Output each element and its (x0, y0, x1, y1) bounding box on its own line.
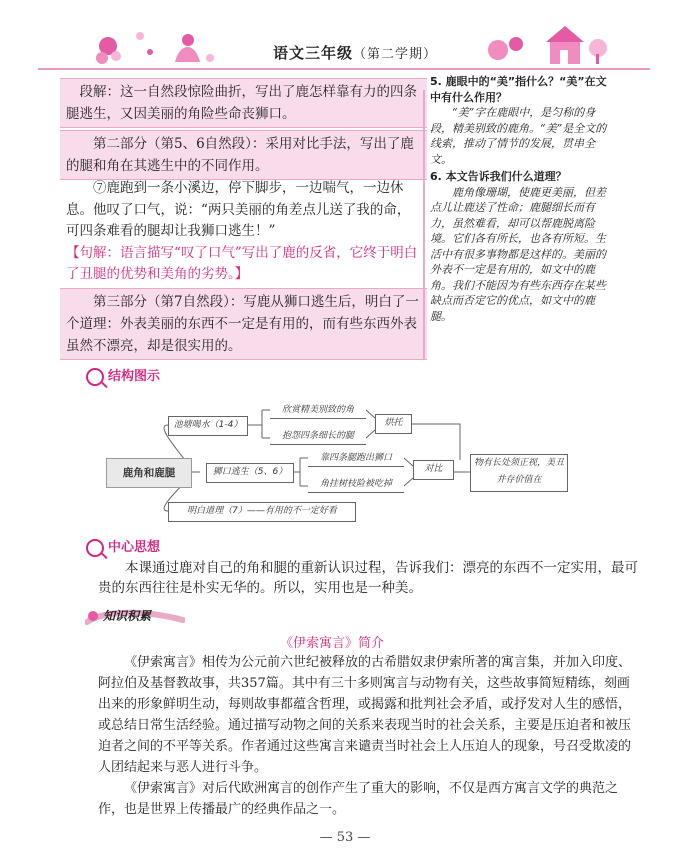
diagram-root-node: 鹿角和鹿腿 (106, 458, 192, 488)
diagram-branch-2-a: 靠四条腿跑出狮口 (308, 450, 404, 467)
diagram-branch-2-b: 角挂树枝险被吃掉 (308, 476, 404, 493)
diagram-branch-3: 明白道理（7）——有用的不一定好看 (168, 502, 356, 522)
knowledge-body (98, 652, 640, 820)
theme-heading (86, 536, 160, 557)
sentence-analysis-note: 【句解：语言描写“叹了口气”写出了鹿的反省，它终于明白了丑腿的优势和美角的劣势。】 (66, 244, 418, 282)
diagram-tag-contrast-1: 烘托 (375, 414, 412, 434)
theme-body (98, 558, 638, 598)
part-two-summary-text: 第二部分（第5、6自然段）：采用对比手法，写出了鹿的腿和角在其逃生中的不同作用。 (66, 136, 414, 174)
diagram-branch-1-b: 抱怨四条细长的腿 (270, 428, 366, 445)
knowledge-paragraph-1: 《伊索寓言》相传为公元前六世纪被释放的古希腊奴隶伊索所著的寓言集，并加入印度、阿拉伯及基督教故事，共357篇。其中有三十多则寓言与动物有关，这些故事简短精练，刻画出来的形象鲜明生动，每则故事都蕴含哲理，或揭露和批判社会矛盾，或抒发对人生的感悟，或总结日常生活经验。通过描写动物之间的关系来表现当时的社会关系，主要是压迫者和被压迫者之间的不平等关系。作者通过这些寓言来谴责当时社会上人压迫人的现象，号召受欺凌的人团结起来与恶人进行斗争。 (98, 655, 632, 775)
diagram-tag-contrast-2: 对比 (413, 460, 454, 480)
question-6: 6. 本文告诉我们什么道理？ (430, 170, 567, 183)
theme-text: 本课通过鹿对自己的角和腿的重新认识过程，告诉我们：漂亮的东西不一定实用，最可贵的东西往往是朴实无华的。所以，实用也是一种美。 (98, 560, 638, 596)
diagram-branch-1-a: 欣赏精美别致的角 (270, 402, 366, 419)
theme-heading-text: 中心思想 (108, 540, 161, 555)
question-5: 5. 鹿眼中的“美”指什么？“美”在文中有什么作用？ (430, 75, 607, 104)
page-number: — 53 — (319, 830, 371, 845)
magnifier-icon (86, 539, 104, 557)
book-subtitle: （第二学期） (353, 47, 438, 62)
knowledge-title: 《伊索寓言》简介 (280, 636, 385, 651)
knowledge-heading-text: 知识积累 (103, 609, 152, 623)
diagram-branch-2: 狮口逃生（5、6） (206, 463, 294, 483)
answer-6: 鹿角像珊瑚，使鹿更美丽，但差点儿让鹿送了性命；鹿腿细长而有力，虽然难看，却可以帮鹿脱离险境。它们各有所长，也各有所短。生活中有很多事物都是这样的。美丽的外表不一定是有用的，如文中的鹿角。我们不能因为有些东西存在某些缺点而否定它的优点，如文中的鹿腿。 (430, 185, 606, 323)
answer-5: “美”字在鹿眼中，是匀称的身段，精美别致的鹿角。“美”是全文的线索，推动了情节的发展，贯串全文。 (430, 106, 607, 166)
diagram-conclusion: 物有长处须正视，美丑并存价值在 (470, 454, 568, 492)
knowledge-paragraph-2: 《伊索寓言》对后代欧洲寓言的创作产生了重大的影响，不仅是西方寓言文学的典范之作，也是世界上传播最广的经典作品之一。 (98, 781, 619, 817)
diagram-branch-1: 池塘喝水（1-4） (168, 416, 248, 436)
paragraph-analysis-text: 段解：这一自然段惊险曲折，写出了鹿怎样靠有力的四条腿逃生，又因美丽的角险些命丧狮口。 (66, 84, 417, 122)
structure-heading-text: 结构图示 (108, 369, 161, 384)
book-title: 语文三年级 (272, 44, 353, 62)
part-three-summary-text: 第三部分（第7自然段）：写鹿从狮口逃生后，明白了一个道理：外表美丽的东西不一定是有用的，而有些东西外表虽然不漂亮，却是很实用的。 (66, 294, 419, 354)
knowledge-heading (85, 606, 185, 626)
paragraph-seven-text: ⑦鹿跑到一条小溪边，停下脚步，一边喘气，一边休息。他叹了口气，说：“两只美丽的角差点儿送了我的命，可四条难看的腿却让我狮口逃生！” (66, 180, 411, 239)
